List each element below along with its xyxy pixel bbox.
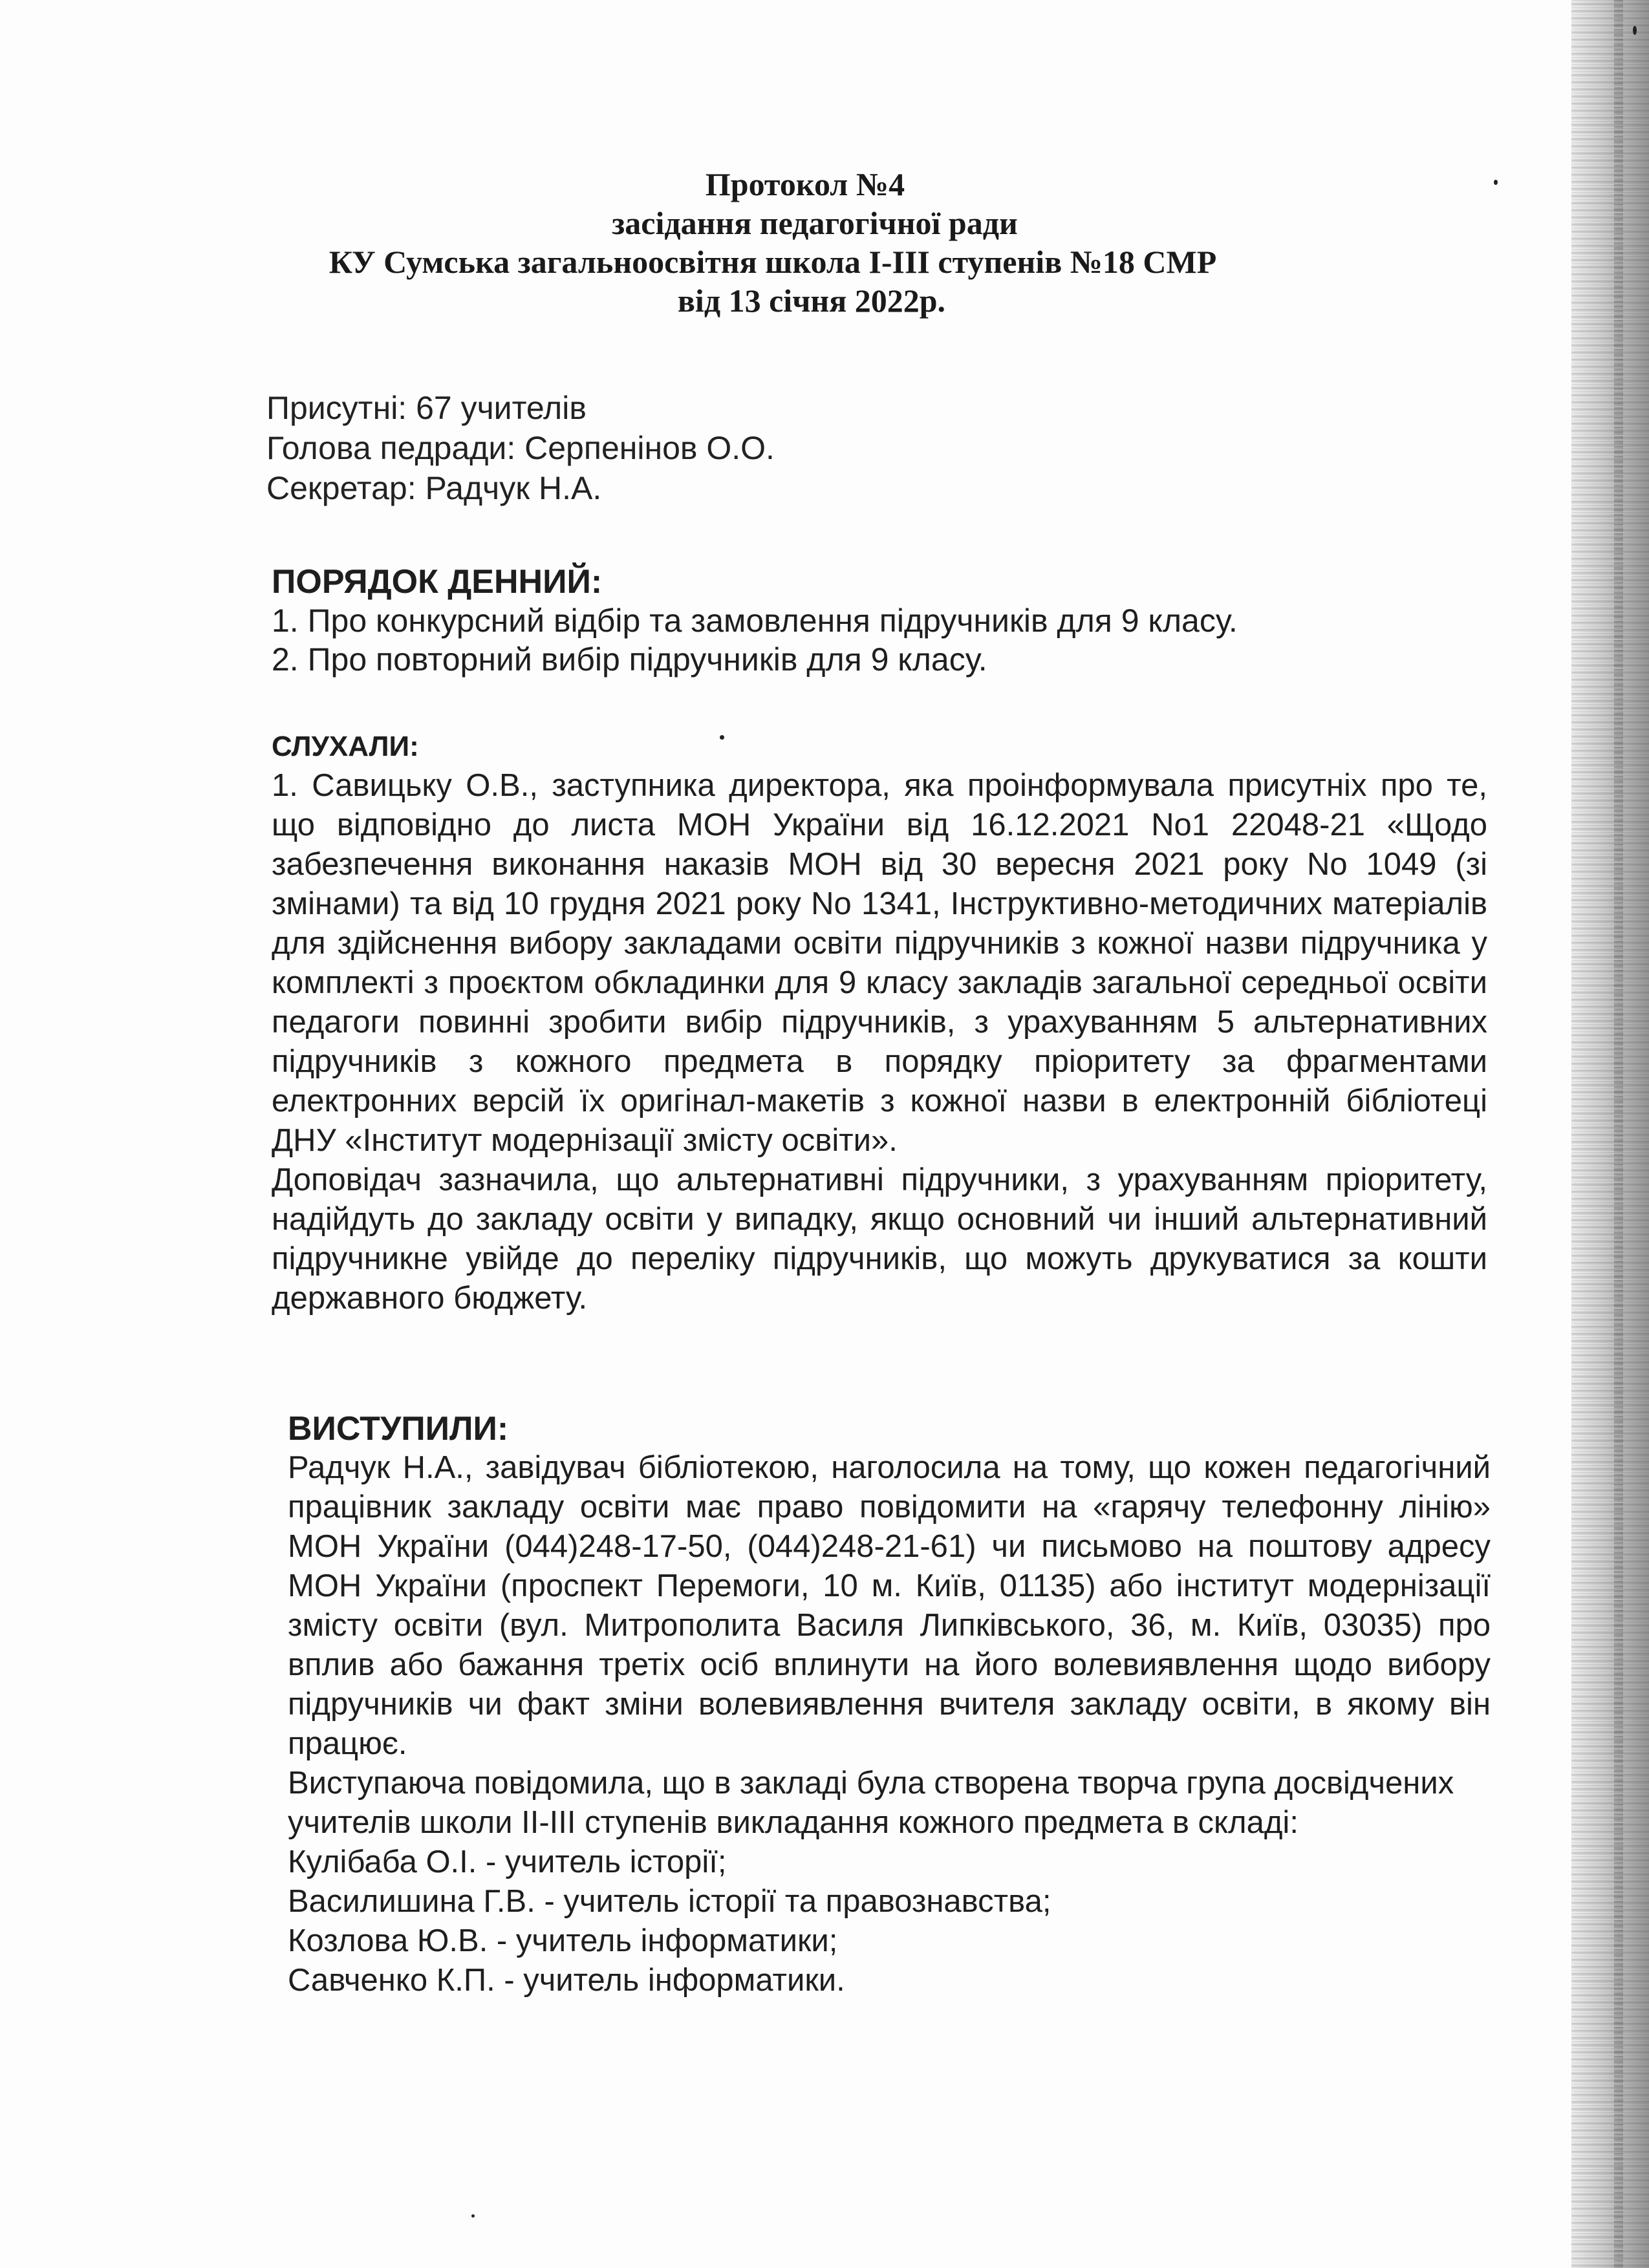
group-member: Козлова Ю.В. - учитель інформатики; bbox=[288, 1923, 838, 1958]
council-chair: Голова педради: Серпенінов О.О. bbox=[266, 430, 775, 466]
heard-paragraph: Доповідач зазначила, що альтернативні підручники, з урахуванням пріоритету, надійдуть до закладу освіти у випадку, якщо основний чи інший альтернативний підручникне увійде до переліку підручників, що можуть друкуватися за кошти державного бюджету. bbox=[272, 1162, 1487, 1316]
meeting-title: засідання педагогічної ради bbox=[612, 205, 1018, 241]
group-member: Кулібаба О.І. - учитель історії; bbox=[288, 1845, 727, 1879]
agenda-item: 1. Про конкурсний відбір та замовлення підручників для 9 класу. bbox=[272, 603, 1238, 639]
agenda-section bbox=[272, 562, 1238, 679]
agenda-item: 2. Про повторний вибір підручників для 9 класу. bbox=[272, 641, 987, 678]
scan-edge-noise bbox=[1571, 0, 1649, 2268]
creative-group-list bbox=[288, 1843, 1491, 2000]
spoke-paragraph: Виступаюча повідомила, що в закладі була створена творча група досвідчених учителів школи ІІ-ІІІ ступенів викладання кожного предмета в складі: bbox=[288, 1766, 1454, 1840]
heard-body bbox=[272, 766, 1487, 1318]
group-member: Савченко К.П. - учитель інформатики. bbox=[288, 1963, 845, 1998]
group-member: Василишина Г.В. - учитель історії та правознавства; bbox=[288, 1884, 1051, 1919]
heard-title: СЛУХАЛИ: bbox=[272, 731, 419, 762]
school-name: КУ Сумська загальноосвітня школа І-ІІІ ступенів №18 СМР bbox=[329, 244, 1217, 280]
heard-paragraph: 1. Савицьку О.В., заступника директора, яка проінформувала присутніх про те, що відповідно до листа МОН України від 16.12.2021 No1 22048-21 «Щодо забезпечення виконання наказів МОН від 30 вересня 2021 року No 1049 (зі змінами) та від 10 грудня 2021 року No 1341, Інструктивно-методичних матеріалів для здійснення вибору закладами освіти підручників з кожної назви підручника у комплекті з проєктом обкладинки для 9 класу закладів загальної середньої освіти педагоги повинні зробити вибір підручників, з урахуванням 5 альтернативних підручників з кожного предмета в порядку пріоритету за фрагментами електронних версій їх оригінал-макетів з кожної назви в електронній бібліотеці ДНУ «Інститут модернізації змісту освіти». bbox=[272, 768, 1487, 1158]
spoke-paragraph: Радчук Н.А., завідувач бібліотекою, наголосила на тому, що кожен педагогічний працівник закладу освіти має право повідомити на «гарячу телефонну лінію» МОН України (044)248-17-50, (044)248-21-61) чи письмово на поштову адресу МОН України (проспект Перемоги, 10 м. Київ, 01135) або інститут модернізації змісту освіти (вул. Митрополита Василя Липківського, 36, м. Київ, 03035) про вплив або бажання третіх осіб вплинути на його волевиявлення щодо вибору підручників чи факт зміни волевиявлення вчителя закладу освіти, в якому він працює. bbox=[288, 1450, 1491, 1761]
scan-speck bbox=[471, 2214, 475, 2218]
present-count: Присутні: 67 учителів bbox=[266, 390, 587, 426]
meeting-meta bbox=[266, 388, 775, 508]
heard-section bbox=[272, 727, 1487, 1318]
protocol-header bbox=[0, 165, 1649, 320]
scan-edge-streak bbox=[1614, 0, 1623, 2268]
agenda-title: ПОРЯДОК ДЕННИЙ: bbox=[272, 563, 603, 601]
spoke-title: ВИСТУПИЛИ: bbox=[288, 1410, 509, 1448]
spoke-body bbox=[288, 1448, 1491, 1843]
meeting-date: від 13 січня 2022р. bbox=[677, 283, 946, 319]
scan-speck bbox=[1633, 26, 1637, 35]
council-secretary: Секретар: Радчук Н.А. bbox=[266, 470, 602, 506]
spoke-section bbox=[288, 1409, 1491, 2000]
protocol-title: Протокол №4 bbox=[705, 166, 905, 202]
